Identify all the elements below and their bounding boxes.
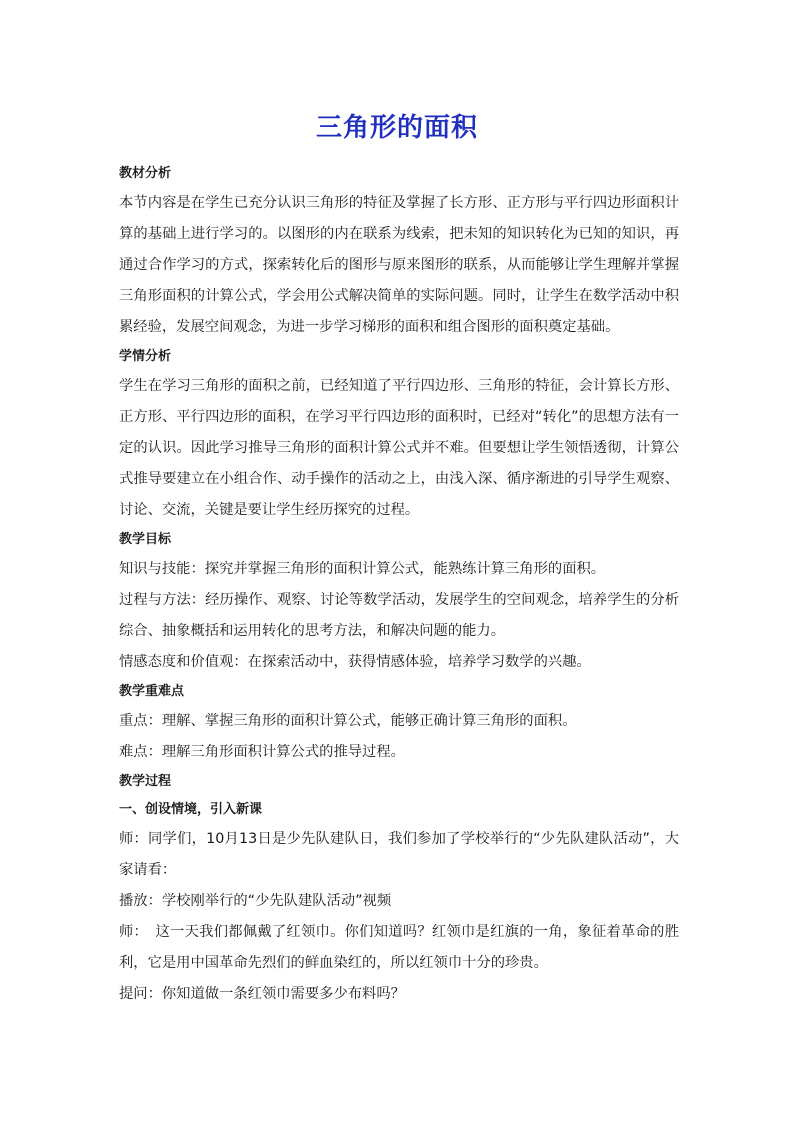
teacher-line-2: 师： 这一天我们都佩戴了红领巾。你们知道吗？红领巾是红旗的一角，象征着革命的胜利，它是用中国革命先烈们的鲜血染红的，所以红领巾十分的珍贵。: [119, 924, 679, 971]
goal-process: 过程与方法：经历操作、观察、讨论等数学活动，发展学生的空间观念，培养学生的分析综合、抽象概括和运用转化的思考方法，和解决问题的能力。: [119, 592, 679, 639]
step-heading-1: 一、创设情境，引入新课: [119, 802, 263, 817]
teacher-line-1: 师：同学们，10月13日是少先队建队日，我们参加了学校举行的“少先队建队活动”，大家请看：: [119, 831, 679, 878]
paragraph-students: 学生在学习三角形的面积之前，已经知道了平行四边形、三角形的特征，会计算长方形、正方形、平行四边形的面积，在学习平行四边形的面积时，已经对“转化”的思想方法有一定的认识。因此学习推导三角形的面积计算公式并不难。但要想让学生领悟透彻，计算公式推导要建立在小组合作、动手操作的活动之上，由浅入深、循序渐进的引导学生观察、讨论、交流，关键是要让学生经历探究的过程。: [119, 378, 679, 518]
section-heading-keypoints: 教学重难点: [119, 684, 185, 699]
question-line: 提问：你知道做一条红领巾需要多少布料吗？: [119, 986, 405, 1002]
paragraph-material: 本节内容是在学生已充分认识三角形的特征及掌握了长方形、正方形与平行四边形面积计算的基础上进行学习的。以图形的内在联系为线索，把未知的知识转化为已知的知识，再通过合作学习的方式，探索转化后的图形与原来图形的联系，从而能够让学生理解并掌握三角形面积的计算公式，学会用公式解决简单的实际问题。同时，让学生在数学活动中积累经验，发展空间观念，为进一步学习梯形的面积和组合图形的面积奠定基础。: [119, 195, 679, 335]
keypoint-difficult: 难点：理解三角形面积计算公式的推导过程。: [119, 744, 405, 760]
document-body: [119, 160, 679, 1010]
section-heading-goals: 教学目标: [119, 532, 172, 547]
goal-knowledge: 知识与技能：探究并掌握三角形的面积计算公式，能熟练计算三角形的面积。: [119, 561, 606, 577]
section-heading-material: 教材分析: [119, 166, 172, 181]
goal-emotion: 情感态度和价值观：在探索活动中，获得情感体验，培养学习数学的兴趣。: [119, 654, 591, 670]
keypoint-key: 重点：理解、掌握三角形的面积计算公式，能够正确计算三角形的面积。: [119, 713, 577, 729]
play-line: 播放：学校刚举行的“少先队建队活动”视频: [119, 893, 392, 909]
page-title: 三角形的面积: [315, 113, 478, 143]
section-heading-procedure: 教学过程: [119, 774, 172, 789]
section-heading-students: 学情分析: [119, 349, 172, 364]
